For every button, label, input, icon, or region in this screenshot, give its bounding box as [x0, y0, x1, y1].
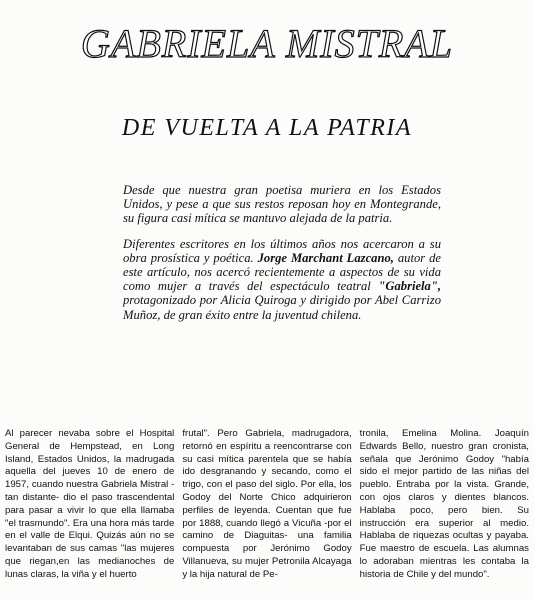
play-title: "Gabriela",: [378, 279, 441, 294]
intro-block: [123, 183, 441, 333]
intro-p2-part-b: autor de este artículo, nos acercó recientemente a aspectos de su vida como mujer a través del espectáculo teatral: [123, 250, 441, 294]
body-text-col-3: tronila, Emelina Molina. Joaquín Edwards Bello, nuestro gran cronista, señala que Jerónimo Godoy "había sido el mejor partido de las niñas del pueblo. Entraba por la vista. Grande, con ojos claros y dientes blancos. Hablaba poco, pero bien. Su instrucción era superior al medio. Hablaba de riquezas ocultas y payaba. Fue maestro de escuela. Las alumnas lo adoraban mientras les contaba la historia de Chile y del mundo".: [359, 428, 529, 580]
body-text-col-2: frutal". Pero Gabriela, madrugadora, retornó en espíritu a reencontrarse con su casi mítica parentela que se había ido desgranando y secando, como el trigo, con el paso del siglo. Por ella, los Godoy del Norte Chico adquirieron perfiles de leyenda. Cuentan que fue por 1888, cuando llegó a Vicuña -por el camino de Diaguitas- una familia compuesta por Jerónimo Godoy Villanueva, su mujer Petronila Alcayaga y la hija natural de Pe-: [182, 428, 352, 580]
article-subtitle: DE VUELTA A LA PATRIA: [121, 115, 413, 141]
intro-paragraph-2: [123, 237, 441, 322]
body-column-2: [182, 428, 351, 600]
body-column-1: [5, 428, 174, 600]
body-text-col-1: Al parecer nevaba sobre el Hospital General de Hempstead, en Long Island, Estados Unidos, la madrugada aquella del jueves 10 de enero de 1957, cuando nuestra Gabriela Mistral -tan distante- dio el paso trascendental para pasar a vivir lo que ella llamaba "el trasmundo". Era una hora más tarde en el valle de Elqui. Quizás aún no se levantaban de sus camas "las mujeres que riegan,en las medianoches de lunas claras, la viña y el huerto: [5, 428, 175, 580]
article-title: GABRIELA MISTRAL: [81, 21, 453, 66]
intro-p2-part-c: protagonizado por Alicia Quiroga y dirigido por Abel Carrizo Muñoz, de gran éxito entre la juventud chilena.: [123, 293, 441, 322]
author-name: Jorge Marchant Lazcano,: [257, 250, 394, 265]
body-column-3: [360, 428, 529, 600]
article-body: [5, 428, 529, 600]
intro-paragraph-1: Desde que nuestra gran poetisa muriera en los Estados Unidos, y pese a que sus restos reposan hoy en Montegrande, su figura casi mítica se mantuvo alejada de la patria.: [123, 183, 441, 226]
intro-p2-part-a: Diferentes escritores en los últimos años nos acercaron a su obra prosística y poética.: [123, 236, 441, 265]
